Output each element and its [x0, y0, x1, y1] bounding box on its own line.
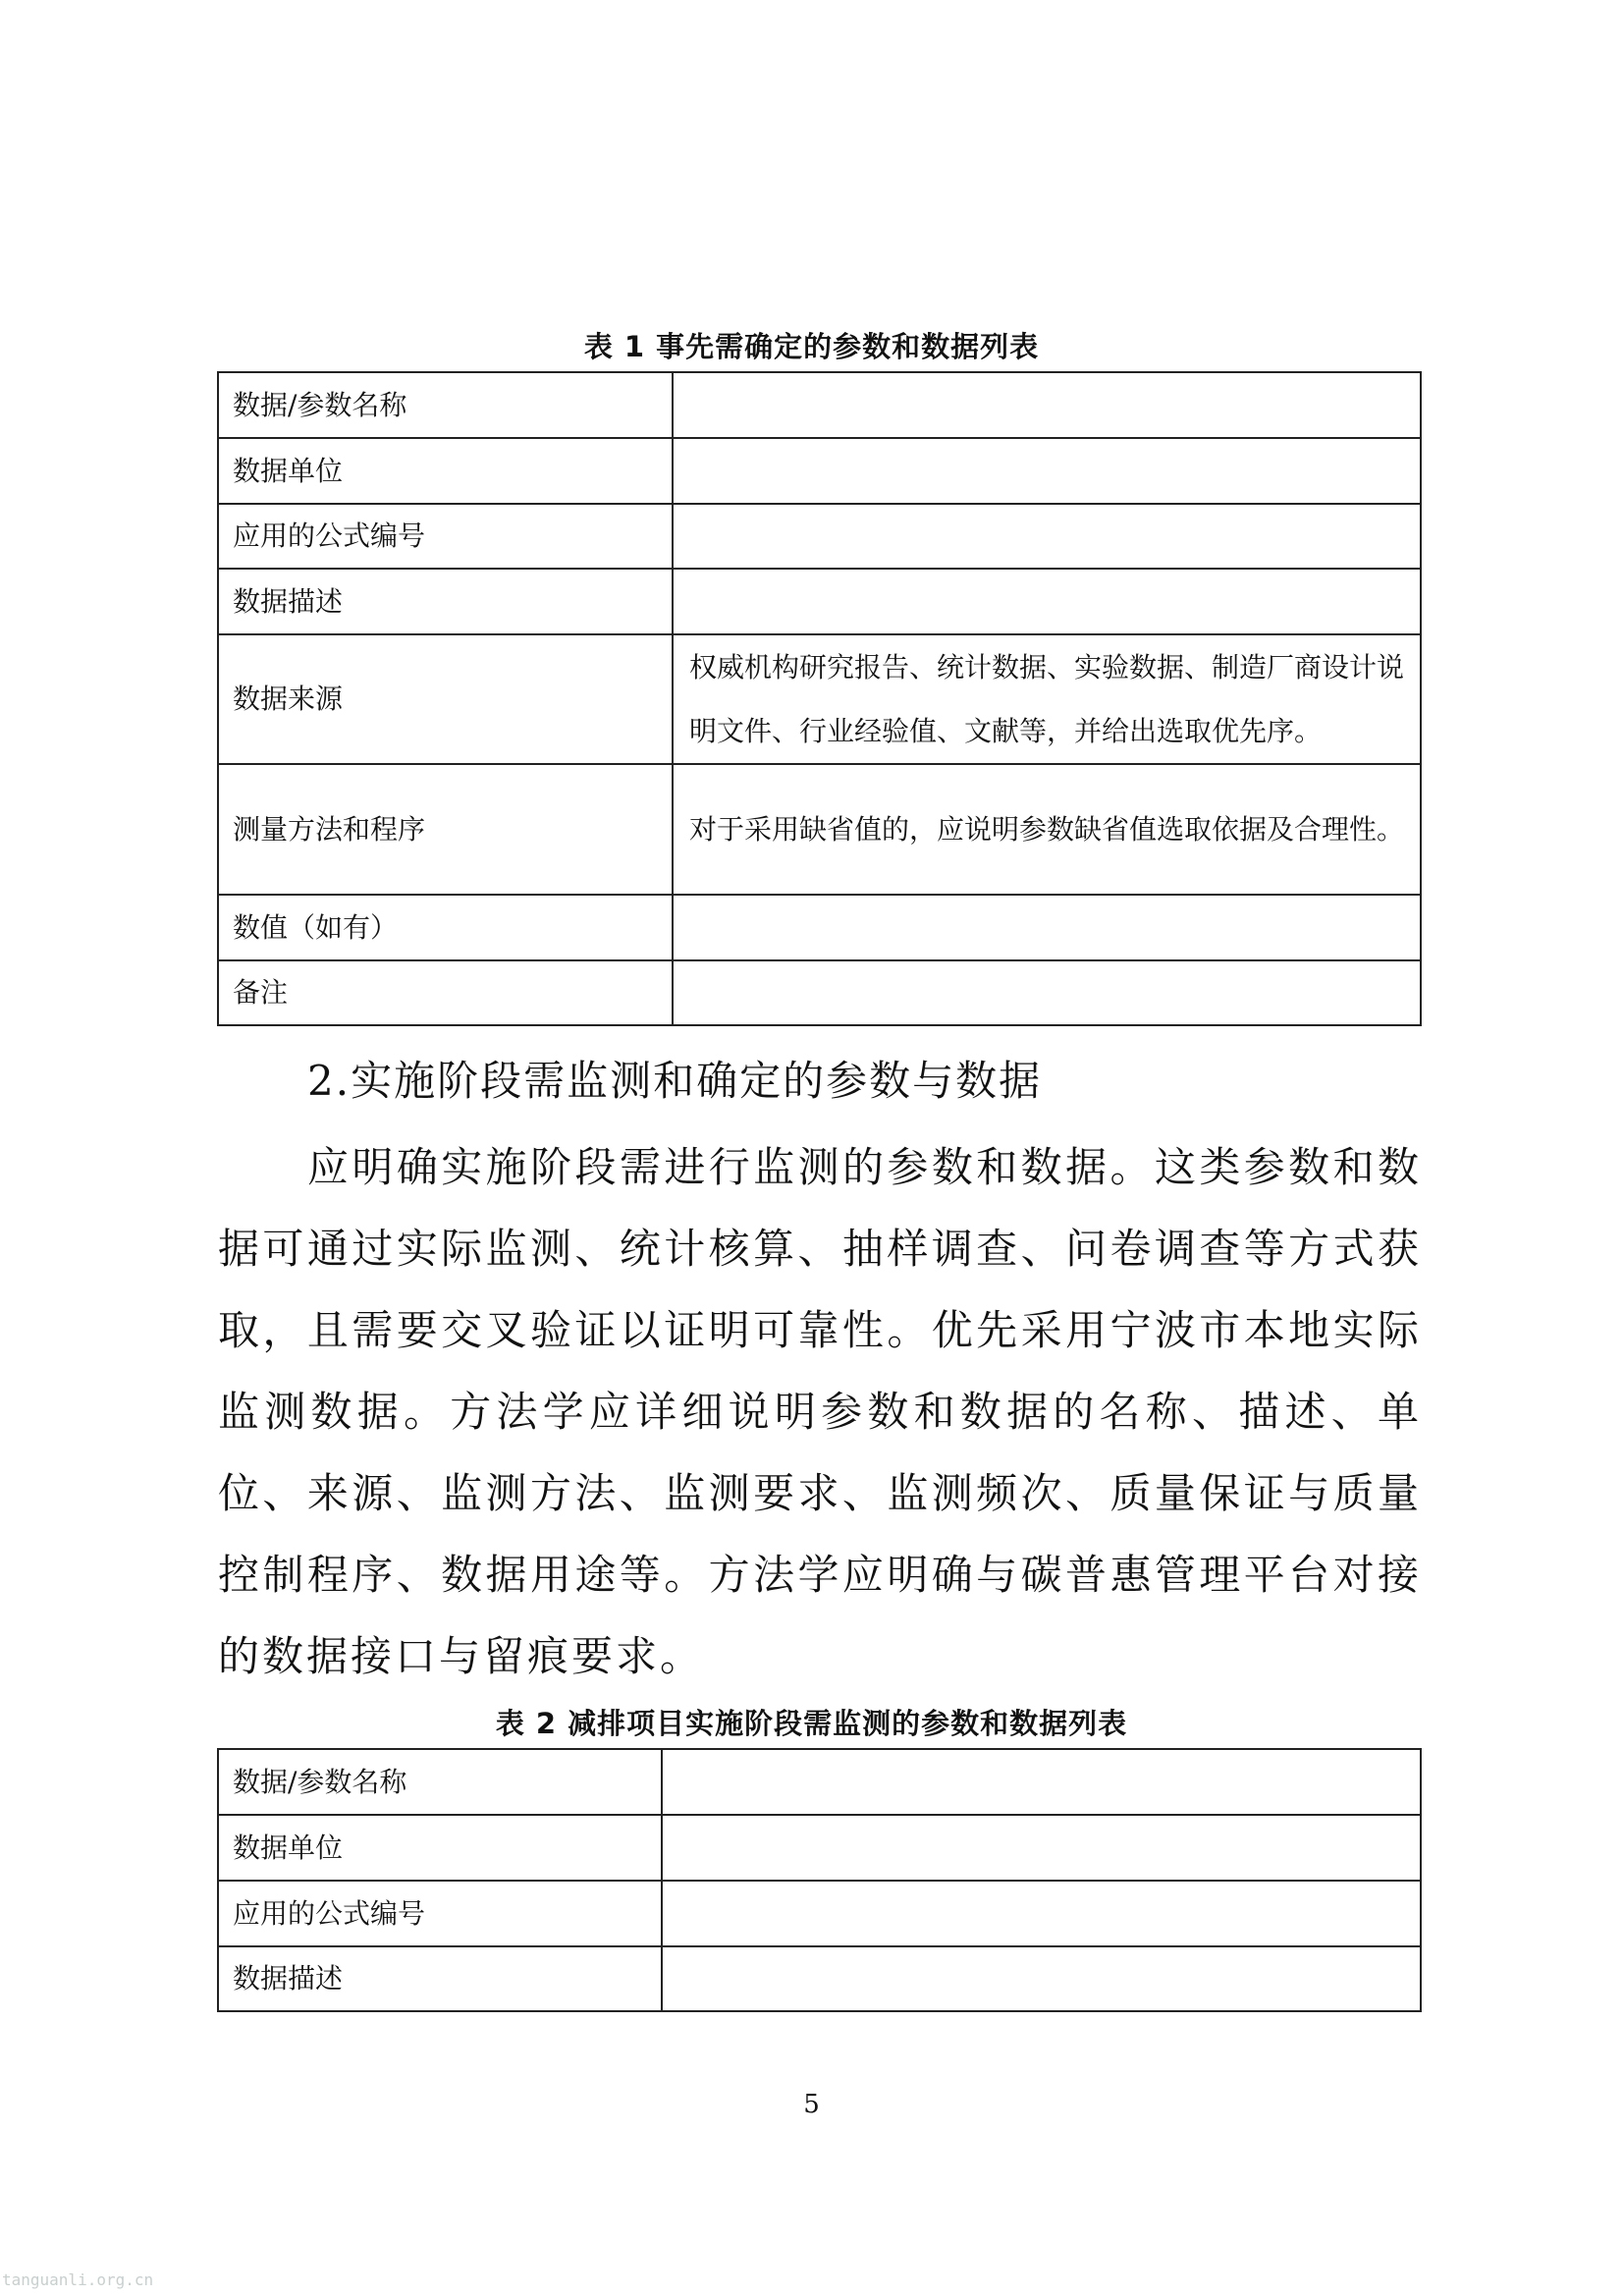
table-row	[218, 438, 1421, 504]
row-value: 对于采用缺省值的，应说明参数缺省值选取依据及合理性。	[673, 764, 1421, 895]
page-number: 5	[803, 2090, 820, 2119]
table-row	[218, 1881, 1421, 1946]
row-label: 数据描述	[218, 569, 673, 634]
row-label: 数据/参数名称	[218, 372, 673, 438]
row-label: 备注	[218, 960, 673, 1025]
table-row	[218, 569, 1421, 634]
row-label: 数据/参数名称	[218, 1749, 662, 1815]
row-label: 应用的公式编号	[218, 504, 673, 569]
row-label: 数据描述	[218, 1946, 662, 2011]
table-row	[218, 372, 1421, 438]
table-row	[218, 1946, 1421, 2011]
row-value	[673, 569, 1421, 634]
row-value	[662, 1815, 1421, 1881]
table-row	[218, 764, 1421, 895]
row-value	[662, 1946, 1421, 2011]
row-label: 数据单位	[218, 1815, 662, 1881]
row-value	[673, 895, 1421, 960]
row-value	[662, 1881, 1421, 1946]
watermark: tanguanli.org.cn	[2, 2270, 154, 2289]
row-label: 数值（如有）	[218, 895, 673, 960]
table1-caption: 表 1 事先需确定的参数和数据列表	[583, 330, 1040, 363]
table2-caption: 表 2 减排项目实施阶段需监测的参数和数据列表	[495, 1707, 1128, 1740]
table1	[217, 371, 1422, 1026]
row-label: 应用的公式编号	[218, 1881, 662, 1946]
row-value	[662, 1749, 1421, 1815]
table-row	[218, 504, 1421, 569]
table2	[217, 1748, 1422, 2012]
row-label: 数据单位	[218, 438, 673, 504]
table-row	[218, 895, 1421, 960]
table-row	[218, 960, 1421, 1025]
table-row	[218, 634, 1421, 764]
table-row	[218, 1749, 1421, 1815]
body-paragraph: 应明确实施阶段需进行监测的参数和数据。这类参数和数据可通过实际监测、统计核算、抽样调查、问卷调查等方式获取，且需要交叉验证以证明可靠性。优先采用宁波市本地实际监测数据。方法学应详细说明参数和数据的名称、描述、单位、来源、监测方法、监测要求、监测频次、质量保证与质量控制程序、数据用途等。方法学应明确与碳普惠管理平台对接的数据接口与留痕要求。	[218, 1143, 1422, 1680]
row-value	[673, 438, 1421, 504]
table-row	[218, 1815, 1421, 1881]
section-heading: 2.实施阶段需监测和确定的参数与数据	[307, 1057, 1043, 1105]
row-label: 数据来源	[218, 634, 673, 764]
row-value	[673, 960, 1421, 1025]
row-label: 测量方法和程序	[218, 764, 673, 895]
row-value	[673, 372, 1421, 438]
row-value	[673, 504, 1421, 569]
row-value: 权威机构研究报告、统计数据、实验数据、制造厂商设计说明文件、行业经验值、文献等，并给出选取优先序。	[673, 634, 1421, 764]
